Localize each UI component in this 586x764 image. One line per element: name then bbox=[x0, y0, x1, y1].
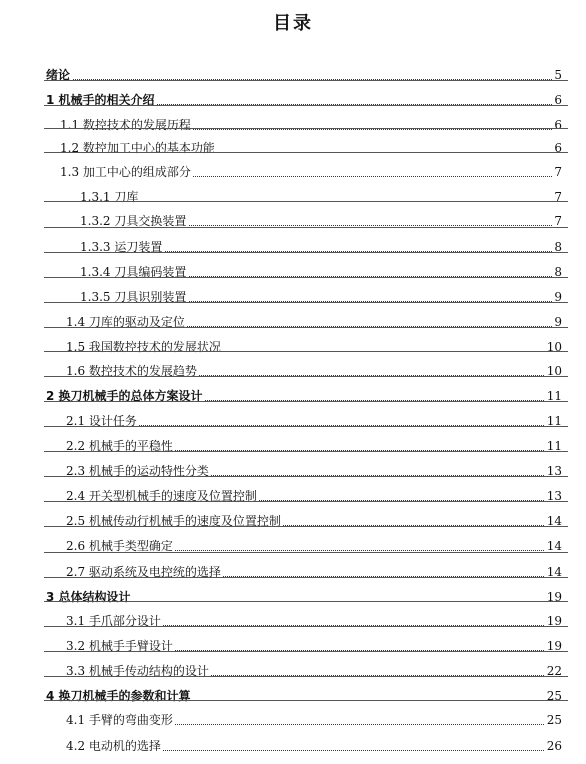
toc-entry-page: 6 bbox=[554, 93, 562, 107]
toc-entry-label: 2.2 机械手的平稳性 bbox=[66, 439, 173, 453]
toc-entry[interactable] bbox=[0, 512, 586, 530]
toc-entry-label: 1.3.3 运刀装置 bbox=[80, 240, 163, 254]
row-divider bbox=[44, 227, 568, 228]
row-divider bbox=[44, 626, 568, 627]
row-divider bbox=[44, 128, 568, 129]
toc-entry-label: 1.3.5 刀具识别装置 bbox=[80, 290, 187, 304]
toc-entry-page: 8 bbox=[554, 240, 562, 254]
row-divider bbox=[44, 351, 568, 352]
toc-entry[interactable] bbox=[0, 711, 586, 729]
toc-entry-page: 11 bbox=[546, 389, 562, 403]
row-divider bbox=[44, 501, 568, 502]
toc-entry-label: 4 换刀机械手的参数和计算 bbox=[46, 689, 191, 703]
toc-entry[interactable] bbox=[0, 163, 586, 181]
toc-entry-label: 1.6 数控技术的发展趋势 bbox=[66, 364, 197, 378]
toc-entry[interactable] bbox=[0, 91, 586, 109]
toc-entry-page: 9 bbox=[554, 315, 562, 329]
row-divider bbox=[44, 451, 568, 452]
toc-entry-page: 6 bbox=[554, 118, 562, 132]
row-divider bbox=[44, 302, 568, 303]
toc-leader-dots bbox=[80, 183, 560, 202]
row-divider bbox=[44, 327, 568, 328]
toc-entry-label: 1 机械手的相关介绍 bbox=[46, 93, 155, 107]
toc-entry-label: 3.3 机械手传动结构的设计 bbox=[66, 664, 209, 678]
toc-entry-label: 2.4 开关型机械手的速度及位置控制 bbox=[66, 489, 257, 503]
toc-entry-page: 5 bbox=[554, 68, 562, 82]
row-divider bbox=[44, 80, 568, 81]
toc-entry[interactable] bbox=[0, 362, 586, 380]
page-title: 目录 bbox=[273, 13, 313, 34]
toc-entry[interactable] bbox=[0, 588, 586, 606]
row-divider bbox=[44, 476, 568, 477]
toc-entry-label: 2.1 设计任务 bbox=[66, 414, 137, 428]
toc-entry-page: 7 bbox=[554, 165, 562, 179]
toc-entry-page: 19 bbox=[546, 590, 562, 604]
toc-entry-label: 4.1 手臂的弯曲变形 bbox=[66, 713, 173, 727]
row-divider bbox=[44, 700, 568, 701]
row-divider bbox=[44, 577, 568, 578]
toc-entry[interactable] bbox=[0, 263, 586, 281]
toc-entry-label: 4.2 电动机的选择 bbox=[66, 739, 161, 753]
toc-entry-page: 11 bbox=[546, 439, 562, 453]
toc-entry-page: 13 bbox=[546, 489, 562, 503]
toc-entry[interactable] bbox=[0, 737, 586, 755]
toc-entry[interactable] bbox=[0, 412, 586, 430]
toc-entry[interactable] bbox=[0, 563, 586, 581]
row-divider bbox=[44, 552, 568, 553]
toc-entry[interactable] bbox=[0, 313, 586, 331]
toc-entry[interactable] bbox=[0, 139, 586, 157]
row-divider bbox=[44, 105, 568, 106]
toc-entry-page: 10 bbox=[546, 340, 562, 354]
row-divider bbox=[44, 676, 568, 677]
toc-entry-label: 1.3.4 刀具编码装置 bbox=[80, 265, 187, 279]
toc-entry-page: 6 bbox=[554, 141, 562, 155]
toc-entry-label: 2 换刀机械手的总体方案设计 bbox=[46, 389, 203, 403]
toc-entry-label: 1.2 数控加工中心的基本功能 bbox=[60, 141, 215, 155]
toc-entry-page: 25 bbox=[546, 713, 562, 727]
toc-entry-label: 3.2 机械手手臂设计 bbox=[66, 639, 173, 653]
toc-entry-label: 1.4 刀库的驱动及定位 bbox=[66, 315, 185, 329]
toc-entry[interactable] bbox=[0, 687, 586, 705]
row-divider bbox=[44, 152, 568, 153]
toc-entry-page: 14 bbox=[546, 514, 562, 528]
toc-entry-label: 1.5 我国数控技术的发展状况 bbox=[66, 340, 221, 354]
toc-entry[interactable] bbox=[0, 462, 586, 480]
toc-entry-label: 2.3 机械手的运动特性分类 bbox=[66, 464, 209, 478]
row-divider bbox=[44, 401, 568, 402]
row-divider bbox=[44, 376, 568, 377]
toc-entry-label: 3 总体结构设计 bbox=[46, 590, 131, 604]
toc-entry[interactable] bbox=[0, 387, 586, 405]
toc-entry[interactable] bbox=[0, 487, 586, 505]
toc-entry-page: 7 bbox=[554, 190, 562, 204]
toc-entry[interactable] bbox=[0, 338, 586, 356]
toc-entry[interactable] bbox=[0, 437, 586, 455]
toc-entry-label: 2.5 机械传动行机械手的速度及位置控制 bbox=[66, 514, 281, 528]
toc-entry[interactable] bbox=[0, 188, 586, 206]
row-divider bbox=[44, 277, 568, 278]
toc-entry[interactable] bbox=[0, 612, 586, 630]
toc-leader-dots bbox=[66, 407, 560, 426]
toc-entry-page: 11 bbox=[546, 414, 562, 428]
toc-entry-label: 绪论 bbox=[46, 68, 71, 82]
row-divider bbox=[44, 601, 568, 602]
row-divider bbox=[44, 426, 568, 427]
toc-entry-page: 25 bbox=[546, 689, 562, 703]
toc-entry-label: 2.6 机械手类型确定 bbox=[66, 539, 173, 553]
toc-entry-label: 2.7 驱动系统及电控统的选择 bbox=[66, 565, 221, 579]
toc-entry-page: 14 bbox=[546, 565, 562, 579]
toc-entry-page: 13 bbox=[546, 464, 562, 478]
toc-entry-page: 8 bbox=[554, 265, 562, 279]
row-divider bbox=[44, 651, 568, 652]
toc-entry-label: 1.3.1 刀库 bbox=[80, 190, 139, 204]
toc-entry[interactable] bbox=[0, 116, 586, 134]
toc-leader-dots bbox=[46, 61, 560, 80]
toc-entry-label: 3.1 手爪部分设计 bbox=[66, 614, 161, 628]
toc-entry-page: 14 bbox=[546, 539, 562, 553]
row-divider bbox=[44, 201, 568, 202]
toc-entry-label: 1.3.2 刀具交换装置 bbox=[80, 214, 187, 228]
toc-entry[interactable] bbox=[0, 637, 586, 655]
toc-entry-page: 10 bbox=[546, 364, 562, 378]
toc-entry-page: 22 bbox=[546, 664, 562, 678]
toc-entry[interactable] bbox=[0, 66, 586, 84]
toc-entry[interactable] bbox=[0, 662, 586, 680]
toc-entry[interactable] bbox=[0, 288, 586, 306]
toc-entry-page: 19 bbox=[546, 639, 562, 653]
row-divider bbox=[44, 526, 568, 527]
toc-entry[interactable] bbox=[0, 238, 586, 256]
toc-entry-page: 7 bbox=[554, 214, 562, 228]
row-divider bbox=[44, 252, 568, 253]
toc-entry-page: 19 bbox=[546, 614, 562, 628]
toc-entry-page: 26 bbox=[546, 739, 562, 753]
toc-entry-page: 9 bbox=[554, 290, 562, 304]
toc-entry-label: 1.3 加工中心的组成部分 bbox=[60, 165, 191, 179]
toc-entry-label: 1.1 数控技术的发展历程 bbox=[60, 118, 191, 132]
